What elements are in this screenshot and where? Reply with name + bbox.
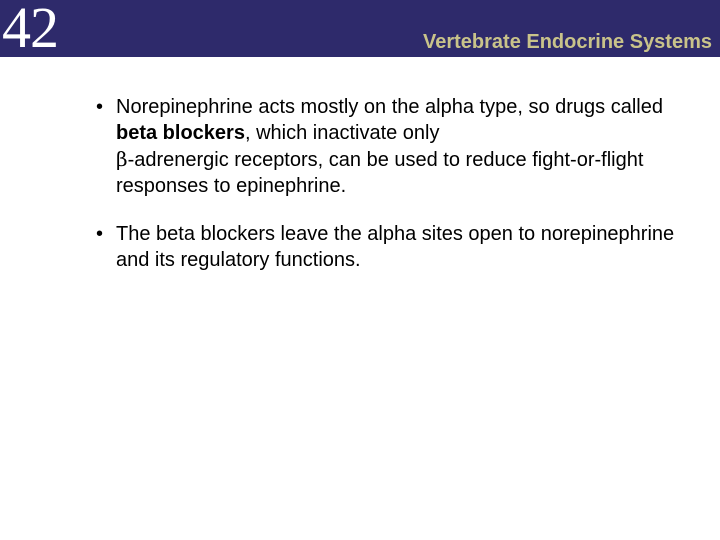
bullet-text-part: Norepinephrine acts mostly on the alpha type, so drugs called	[116, 96, 663, 118]
header-bar	[0, 0, 720, 60]
bullet-text	[116, 96, 663, 197]
bold-term: beta blockers	[116, 122, 245, 144]
bullet-item-2	[96, 221, 696, 273]
chapter-number: 42	[2, 0, 58, 60]
bullet-item-1	[96, 94, 696, 199]
bullet-icon: •	[96, 223, 104, 245]
bullet-list	[96, 94, 696, 295]
bullet-text-part: , which inactivate only	[244, 122, 440, 144]
bullet-text: The beta blockers leave the alpha sites open to norepinephrine and its regulatory functions.	[116, 223, 675, 271]
beta-symbol: β	[116, 147, 128, 171]
bullet-text-part: -adrenergic receptors, can be used to reduce fight-or-flight responses to epinephrine.	[116, 149, 644, 197]
slide-title: Vertebrate Endocrine Systems	[422, 31, 712, 53]
bullet-icon: •	[96, 96, 104, 118]
